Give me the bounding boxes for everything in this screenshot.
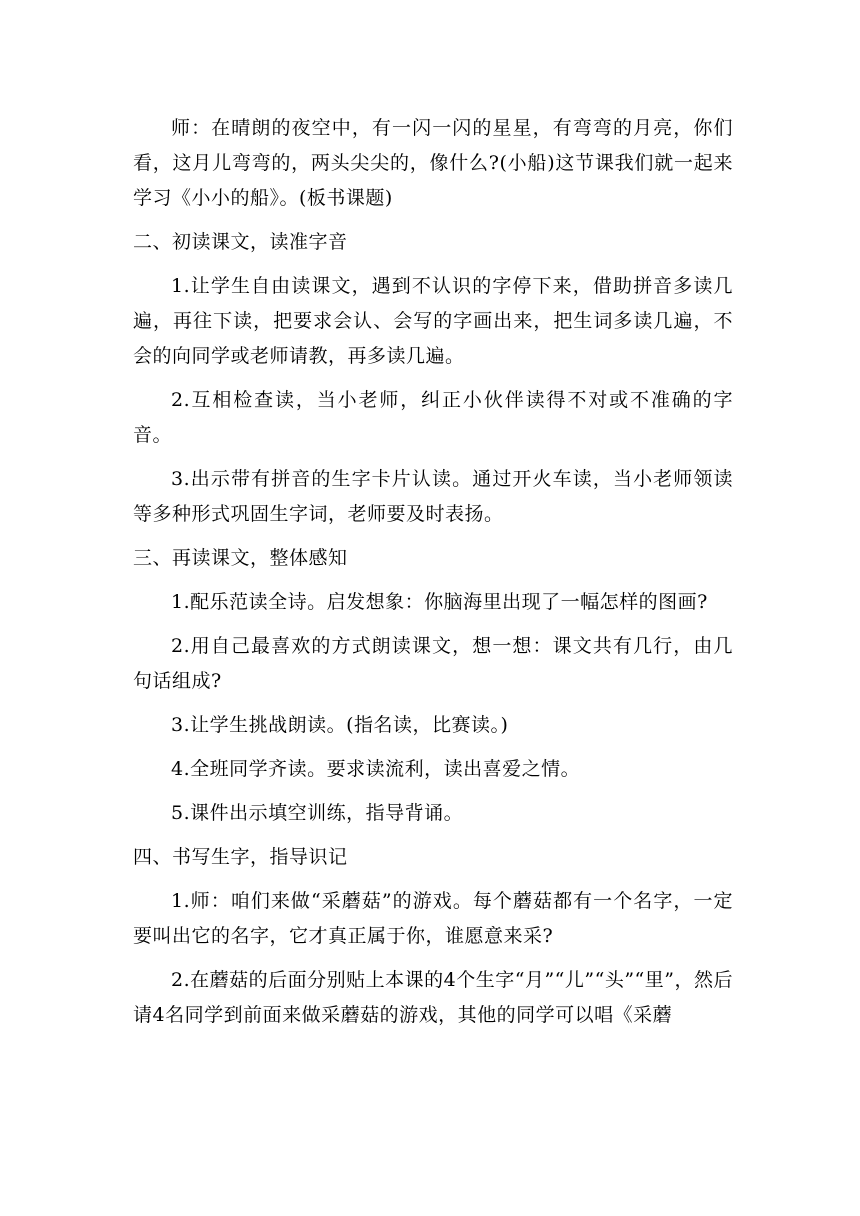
section-heading-2: 二、初读课文，读准字音 [133, 231, 348, 253]
paragraph-intro: 师：在晴朗的夜空中，有一闪一闪的星星，有弯弯的月亮，你们看，这月儿弯弯的，两头尖尖的，像什么?(小船)这节课我们就一起来学习《小小的船》。(板书课题) [133, 117, 733, 209]
paragraph-step-2-3: 3.出示带有拼音的生字卡片认读。通过开火车读，当小老师领读等多种形式巩固生字词，老师要及时表扬。 [133, 468, 733, 525]
paragraph-step-2-2: 2.互相检查读，当小老师，纠正小伙伴读得不对或不准确的字音。 [133, 389, 733, 446]
paragraph-step-2-1: 1.让学生自由读课文，遇到不认识的字停下来，借助拼音多读几遍，再往下读，把要求会认、会写的字画出来，把生词多读几遍，不会的向同学或老师请教，再多读几遍。 [133, 275, 733, 367]
paragraph-step-3-2: 2.用自己最喜欢的方式朗读课文，想一想：课文共有几行，由几句话组成? [133, 635, 733, 692]
section-heading-4: 四、书写生字，指导识记 [133, 846, 348, 868]
document-page [133, 111, 733, 1042]
paragraph-step-3-5: 5.课件出示填空训练，指导背诵。 [171, 802, 464, 824]
paragraph-step-4-2: 2.在蘑菇的后面分别贴上本课的4个生字“月”“儿”“头”“里”，然后请4名同学到前面来做采蘑菇的游戏，其他的同学可以唱《采蘑 [133, 969, 733, 1026]
paragraph-step-4-1: 1.师：咱们来做“采蘑菇”的游戏。每个蘑菇都有一个名字，一定要叫出它的名字，它才真正属于你，谁愿意来采? [133, 890, 733, 947]
paragraph-step-3-3: 3.让学生挑战朗读。(指名读，比赛读。) [171, 714, 509, 736]
paragraph-step-3-4: 4.全班同学齐读。要求读流利，读出喜爱之情。 [171, 758, 581, 780]
section-heading-3: 三、再读课文，整体感知 [133, 547, 348, 569]
paragraph-step-3-1: 1.配乐范读全诗。启发想象：你脑海里出现了一幅怎样的图画? [171, 591, 708, 613]
